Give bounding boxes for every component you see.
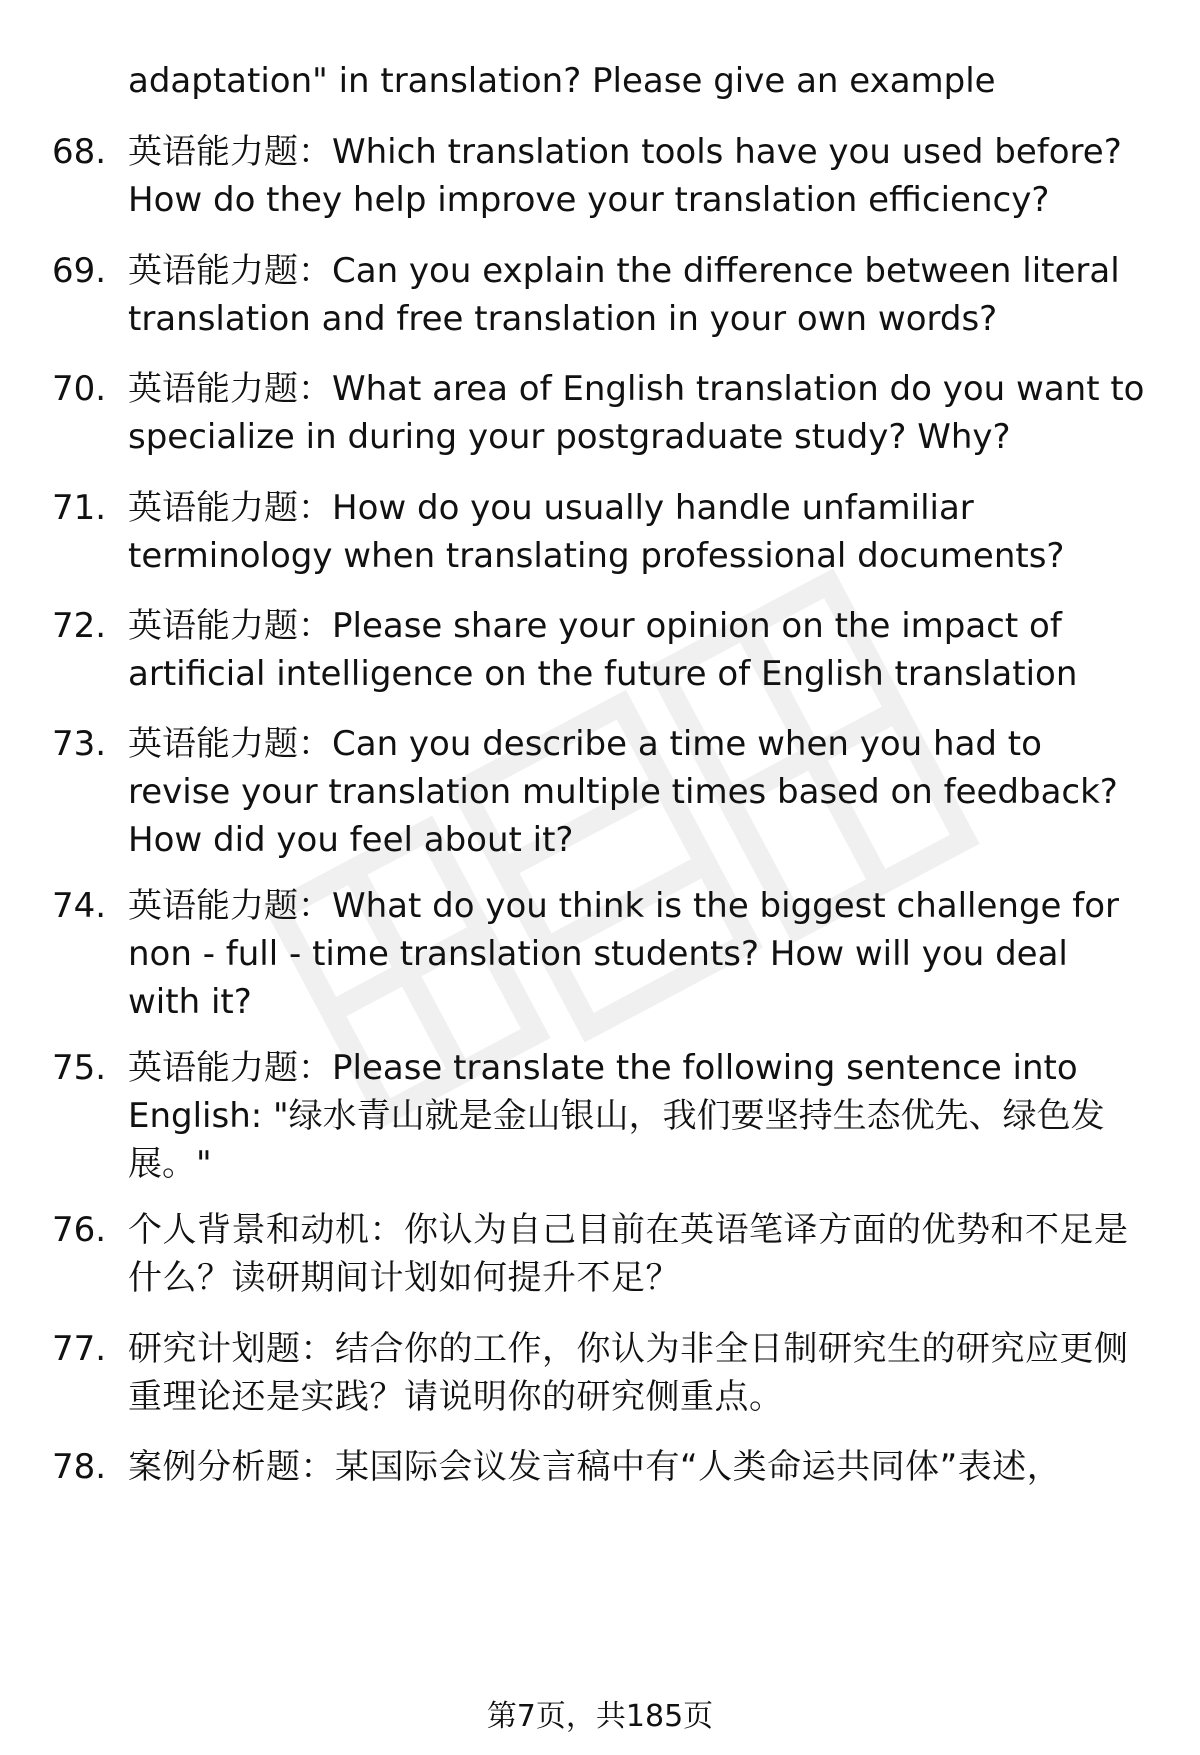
question-text: 个人背景和动机：你认为自己目前在英语笔译方面的优势和不足是什么？读研期间计划如何提升不足？ (128, 1210, 1129, 1298)
question-text: 英语能力题：What area of English translation do you want to specialize in during your postgraduate study? Why? (128, 369, 1145, 457)
question-number: 74. (52, 886, 107, 926)
question-text: 研究计划题：结合你的工作，你认为非全日制研究生的研究应更侧重理论还是实践？请说明你的研究侧重点。 (128, 1329, 1129, 1417)
question-text: 英语能力题：Please translate the following sentence into English: "绿水青山就是金山银山，我们要坚持生态优先、绿色发展。" (128, 1048, 1105, 1184)
question-text: 英语能力题：Please share your opinion on the impact of artificial intelligence on the future of English translation (128, 606, 1078, 694)
question-number: 77. (52, 1329, 107, 1369)
question-number: 76. (52, 1210, 107, 1250)
question-text: 英语能力题：What do you think is the biggest challenge for non - full - time translation students? How will you deal with it? (128, 886, 1120, 1022)
question-number: 75. (52, 1048, 107, 1088)
continued-question-text: adaptation" in translation? Please give an example (128, 61, 996, 101)
question-number: 72. (52, 606, 107, 646)
question-number: 69. (52, 251, 107, 291)
question-text: 英语能力题：Can you explain the difference between literal translation and free translation in your own words? (128, 251, 1120, 339)
question-number: 70. (52, 369, 107, 409)
question-text: 案例分析题：某国际会议发言稿中有“人类命运共同体”表述， (128, 1447, 1062, 1487)
question-number: 68. (52, 132, 107, 172)
question-text: 英语能力题：Can you describe a time when you had to revise your translation multiple times based on feedback? How did you feel about it? (128, 724, 1118, 860)
question-text: 英语能力题：How do you usually handle unfamiliar terminology when translating professional documents? (128, 488, 1065, 576)
question-number: 71. (52, 488, 107, 528)
question-text: 英语能力题：Which translation tools have you used before? How do they help improve your translation efficiency? (128, 132, 1122, 220)
page-number-footer: 第7页，共185页 (486, 1699, 714, 1734)
question-number: 78. (52, 1447, 107, 1487)
question-number: 73. (52, 724, 107, 764)
